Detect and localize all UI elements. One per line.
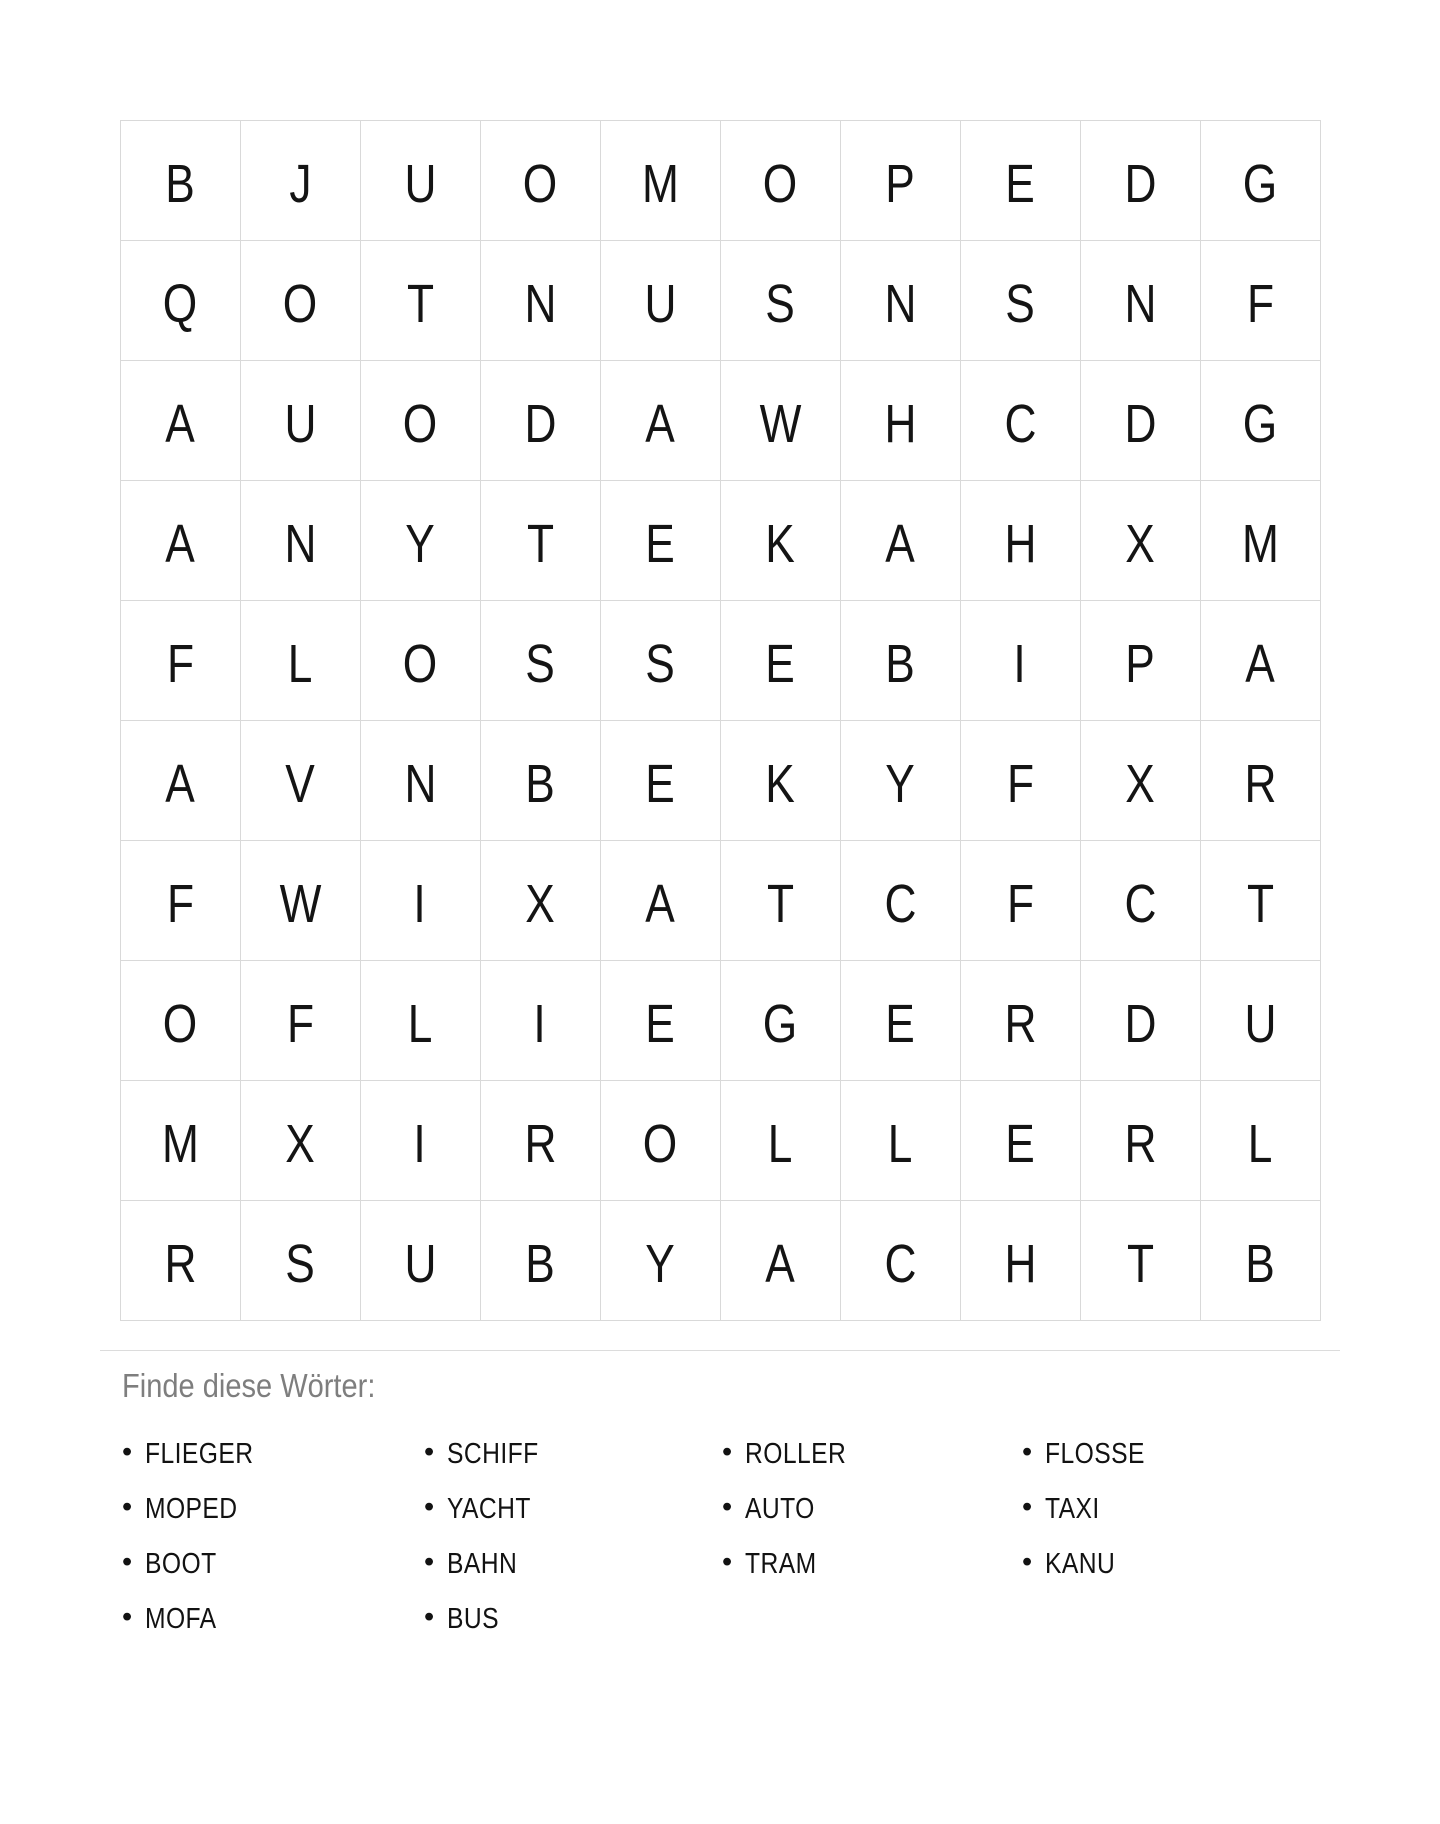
- grid-cell[interactable]: [241, 121, 361, 241]
- grid-cell[interactable]: [121, 721, 241, 841]
- bullet-icon: •: [122, 1546, 133, 1578]
- word-list-column: [722, 1427, 1022, 1647]
- divider-line: [100, 1350, 1340, 1351]
- grid-cell[interactable]: [1201, 121, 1321, 241]
- grid-letter: U: [1244, 993, 1276, 1054]
- grid-letter: E: [645, 513, 675, 574]
- grid-letter: X: [285, 1113, 315, 1174]
- grid-letter: I: [413, 1113, 427, 1174]
- grid-letter: L: [767, 1113, 793, 1174]
- grid-letter: R: [1124, 1113, 1156, 1174]
- grid-cell[interactable]: [721, 241, 841, 361]
- grid-letter: A: [765, 1233, 795, 1294]
- grid-letter: O: [402, 393, 438, 454]
- grid-cell[interactable]: [481, 481, 601, 601]
- grid-cell[interactable]: [1201, 1081, 1321, 1201]
- grid-cell[interactable]: [1081, 721, 1201, 841]
- grid-cell[interactable]: [961, 121, 1081, 241]
- grid-letter: A: [1245, 633, 1275, 694]
- grid-letter: L: [287, 633, 313, 694]
- grid-letter: J: [288, 153, 312, 214]
- grid-letter: O: [522, 153, 558, 214]
- grid-cell[interactable]: [1081, 241, 1201, 361]
- grid-letter: O: [642, 1113, 678, 1174]
- word-list-item: [424, 1592, 722, 1647]
- grid-letter: Y: [405, 513, 435, 574]
- grid-cell[interactable]: [841, 1201, 961, 1321]
- grid-letter: W: [279, 873, 321, 934]
- grid-letter: E: [765, 633, 795, 694]
- grid-letter: H: [884, 393, 916, 454]
- grid-letter: N: [1124, 273, 1156, 334]
- grid-cell[interactable]: [961, 961, 1081, 1081]
- grid-letter: P: [1125, 633, 1155, 694]
- grid-cell[interactable]: [721, 841, 841, 961]
- grid-cell[interactable]: [961, 1081, 1081, 1201]
- grid-letter: L: [407, 993, 433, 1054]
- word-list-item: [424, 1482, 722, 1537]
- bullet-icon: •: [1022, 1436, 1033, 1468]
- grid-cell[interactable]: [481, 841, 601, 961]
- grid-cell[interactable]: [361, 361, 481, 481]
- grid-letter: A: [165, 393, 195, 454]
- grid-cell[interactable]: [1081, 481, 1201, 601]
- grid-letter: R: [164, 1233, 196, 1294]
- grid-cell[interactable]: [361, 481, 481, 601]
- grid-cell[interactable]: [241, 481, 361, 601]
- grid-cell[interactable]: [1081, 841, 1201, 961]
- word-label: KANU: [1045, 1548, 1116, 1580]
- grid-cell[interactable]: [241, 1201, 361, 1321]
- word-label: TAXI: [1045, 1493, 1100, 1525]
- grid-letter: S: [1005, 273, 1035, 334]
- grid-letter: X: [525, 873, 555, 934]
- word-list-item: [722, 1482, 1022, 1537]
- grid-letter: C: [884, 1233, 916, 1294]
- bullet-icon: •: [722, 1491, 733, 1523]
- grid-cell[interactable]: [121, 961, 241, 1081]
- grid-cell[interactable]: [481, 961, 601, 1081]
- grid-cell[interactable]: [361, 961, 481, 1081]
- grid-cell[interactable]: [361, 121, 481, 241]
- grid-cell[interactable]: [1201, 481, 1321, 601]
- grid-cell[interactable]: [481, 361, 601, 481]
- grid-letter: W: [759, 393, 801, 454]
- grid-letter: O: [402, 633, 438, 694]
- grid-letter: D: [1124, 153, 1156, 214]
- grid-cell[interactable]: [721, 1081, 841, 1201]
- grid-letter: G: [1242, 153, 1278, 214]
- grid-cell[interactable]: [361, 241, 481, 361]
- word-label: FLIEGER: [145, 1438, 254, 1470]
- grid-letter: I: [413, 873, 427, 934]
- word-list-heading: [100, 1367, 1340, 1405]
- grid-letter: I: [533, 993, 547, 1054]
- grid-letter: F: [166, 633, 194, 694]
- grid-cell[interactable]: [481, 721, 601, 841]
- word-list-item: [122, 1592, 424, 1647]
- grid-letter: R: [524, 1113, 556, 1174]
- bullet-icon: •: [424, 1546, 435, 1578]
- grid-letter: F: [1006, 753, 1034, 814]
- grid-letter: B: [885, 633, 915, 694]
- grid-letter: B: [525, 1233, 555, 1294]
- grid-letter: X: [1125, 753, 1155, 814]
- grid-cell[interactable]: [1081, 601, 1201, 721]
- grid-cell[interactable]: [1201, 961, 1321, 1081]
- grid-cell[interactable]: [961, 841, 1081, 961]
- bullet-icon: •: [424, 1601, 435, 1633]
- grid-letter: C: [884, 873, 916, 934]
- grid-cell[interactable]: [121, 1201, 241, 1321]
- grid-letter: T: [1246, 873, 1274, 934]
- grid-cell[interactable]: [241, 361, 361, 481]
- grid-letter: N: [284, 513, 316, 574]
- grid-letter: T: [406, 273, 434, 334]
- grid-letter: C: [1124, 873, 1156, 934]
- word-list-heading-text: Finde diese Wörter:: [122, 1367, 376, 1404]
- grid-cell[interactable]: [241, 601, 361, 721]
- grid-cell[interactable]: [841, 961, 961, 1081]
- grid-letter: D: [1124, 393, 1156, 454]
- grid-letter: U: [404, 153, 436, 214]
- grid-cell[interactable]: [961, 481, 1081, 601]
- grid-letter: G: [762, 993, 798, 1054]
- word-label: SCHIFF: [447, 1438, 539, 1470]
- grid-cell[interactable]: [721, 121, 841, 241]
- grid-letter: L: [887, 1113, 913, 1174]
- grid-letter: G: [1242, 393, 1278, 454]
- grid-cell[interactable]: [601, 961, 721, 1081]
- grid-cell[interactable]: [841, 721, 961, 841]
- grid-letter: E: [645, 753, 675, 814]
- grid-letter: N: [884, 273, 916, 334]
- grid-letter: Y: [885, 753, 915, 814]
- bullet-icon: •: [1022, 1491, 1033, 1523]
- grid-cell[interactable]: [601, 481, 721, 601]
- word-list-item: [122, 1427, 424, 1482]
- grid-letter: K: [765, 753, 795, 814]
- grid-cell[interactable]: [481, 241, 601, 361]
- grid-cell[interactable]: [961, 721, 1081, 841]
- grid-cell[interactable]: [1201, 1201, 1321, 1321]
- grid-letter: B: [165, 153, 195, 214]
- word-list-item: [122, 1482, 424, 1537]
- grid-cell[interactable]: [121, 601, 241, 721]
- grid-letter: H: [1004, 1233, 1036, 1294]
- grid-letter: M: [1241, 513, 1279, 574]
- grid-letter: B: [525, 753, 555, 814]
- word-label: BOOT: [145, 1548, 217, 1580]
- grid-letter: O: [162, 993, 198, 1054]
- grid-letter: I: [1013, 633, 1027, 694]
- word-label: YACHT: [447, 1493, 532, 1525]
- grid-cell[interactable]: [601, 721, 721, 841]
- bullet-icon: •: [424, 1436, 435, 1468]
- grid-cell[interactable]: [121, 241, 241, 361]
- grid-cell[interactable]: [961, 361, 1081, 481]
- word-list-item: [722, 1427, 1022, 1482]
- grid-cell[interactable]: [601, 241, 721, 361]
- grid-letter: A: [165, 513, 195, 574]
- grid-letter: M: [641, 153, 679, 214]
- grid-cell[interactable]: [1201, 721, 1321, 841]
- word-list-item: [1022, 1427, 1340, 1482]
- grid-letter: A: [885, 513, 915, 574]
- grid-cell[interactable]: [241, 721, 361, 841]
- grid-cell[interactable]: [601, 1081, 721, 1201]
- bullet-icon: •: [1022, 1546, 1033, 1578]
- grid-cell[interactable]: [1081, 961, 1201, 1081]
- word-label: TRAM: [745, 1548, 817, 1580]
- grid-cell[interactable]: [121, 1081, 241, 1201]
- word-list-item: [722, 1537, 1022, 1592]
- word-search-grid: [120, 120, 1321, 1321]
- grid-cell[interactable]: [721, 721, 841, 841]
- grid-letter: N: [524, 273, 556, 334]
- grid-cell[interactable]: [961, 1201, 1081, 1321]
- grid-letter: S: [525, 633, 555, 694]
- grid-letter: C: [1004, 393, 1036, 454]
- grid-cell[interactable]: [841, 841, 961, 961]
- grid-letter: U: [284, 393, 316, 454]
- grid-letter: T: [1126, 1233, 1154, 1294]
- grid-cell[interactable]: [481, 601, 601, 721]
- grid-letter: V: [285, 753, 315, 814]
- word-label: AUTO: [745, 1493, 815, 1525]
- grid-cell[interactable]: [721, 1201, 841, 1321]
- grid-cell[interactable]: [1081, 121, 1201, 241]
- grid-letter: D: [524, 393, 556, 454]
- grid-cell[interactable]: [121, 361, 241, 481]
- grid-letter: K: [765, 513, 795, 574]
- grid-letter: E: [885, 993, 915, 1054]
- puzzle-page: [100, 0, 1340, 1647]
- grid-cell[interactable]: [601, 121, 721, 241]
- grid-cell[interactable]: [1201, 601, 1321, 721]
- grid-letter: Y: [645, 1233, 675, 1294]
- grid-cell[interactable]: [121, 841, 241, 961]
- word-list-column: [1022, 1427, 1340, 1647]
- word-list-item: [1022, 1482, 1340, 1537]
- grid-cell[interactable]: [241, 841, 361, 961]
- grid-letter: H: [1004, 513, 1036, 574]
- grid-letter: S: [285, 1233, 315, 1294]
- grid-letter: E: [1005, 153, 1035, 214]
- grid-cell[interactable]: [841, 361, 961, 481]
- grid-letter: P: [885, 153, 915, 214]
- grid-cell[interactable]: [1081, 1201, 1201, 1321]
- grid-letter: M: [161, 1113, 199, 1174]
- grid-letter: O: [762, 153, 798, 214]
- grid-cell[interactable]: [361, 1081, 481, 1201]
- grid-letter: U: [404, 1233, 436, 1294]
- grid-letter: A: [645, 873, 675, 934]
- grid-letter: O: [282, 273, 318, 334]
- grid-cell[interactable]: [361, 721, 481, 841]
- bullet-icon: •: [722, 1436, 733, 1468]
- grid-letter: F: [166, 873, 194, 934]
- grid-cell[interactable]: [1201, 241, 1321, 361]
- grid-letter: Q: [162, 273, 198, 334]
- grid-cell[interactable]: [601, 841, 721, 961]
- grid-letter: A: [645, 393, 675, 454]
- grid-cell[interactable]: [241, 241, 361, 361]
- grid-letter: F: [286, 993, 314, 1054]
- word-list-column: [122, 1427, 424, 1647]
- grid-letter: T: [766, 873, 794, 934]
- grid-cell[interactable]: [361, 841, 481, 961]
- grid-letter: D: [1124, 993, 1156, 1054]
- word-list-item: [424, 1537, 722, 1592]
- grid-letter: U: [644, 273, 676, 334]
- grid-letter: S: [765, 273, 795, 334]
- grid-cell[interactable]: [361, 601, 481, 721]
- grid-cell[interactable]: [601, 1201, 721, 1321]
- grid-cell[interactable]: [481, 1081, 601, 1201]
- grid-letter: X: [1125, 513, 1155, 574]
- grid-cell[interactable]: [841, 601, 961, 721]
- word-label: MOFA: [145, 1603, 217, 1635]
- grid-letter: S: [645, 633, 675, 694]
- grid-cell[interactable]: [121, 121, 241, 241]
- grid-cell[interactable]: [841, 1081, 961, 1201]
- grid-cell[interactable]: [1201, 361, 1321, 481]
- bullet-icon: •: [122, 1491, 133, 1523]
- grid-cell[interactable]: [601, 361, 721, 481]
- word-list-column: [424, 1427, 722, 1647]
- bullet-icon: •: [424, 1491, 435, 1523]
- grid-cell[interactable]: [241, 961, 361, 1081]
- grid-letter: F: [1246, 273, 1274, 334]
- bullet-icon: •: [122, 1601, 133, 1633]
- grid-cell[interactable]: [1201, 841, 1321, 961]
- grid-cell[interactable]: [601, 601, 721, 721]
- bullet-icon: •: [122, 1436, 133, 1468]
- grid-letter: F: [1006, 873, 1034, 934]
- grid-cell[interactable]: [121, 481, 241, 601]
- grid-letter: B: [1245, 1233, 1275, 1294]
- word-list-item: [1022, 1537, 1340, 1592]
- word-list: [100, 1427, 1340, 1647]
- grid-cell[interactable]: [1081, 1081, 1201, 1201]
- grid-cell[interactable]: [961, 241, 1081, 361]
- word-label: ROLLER: [745, 1438, 847, 1470]
- bullet-icon: •: [722, 1546, 733, 1578]
- grid-cell[interactable]: [721, 961, 841, 1081]
- grid-cell[interactable]: [961, 601, 1081, 721]
- grid-cell[interactable]: [841, 481, 961, 601]
- grid-cell[interactable]: [721, 361, 841, 481]
- grid-letter: T: [526, 513, 554, 574]
- grid-cell[interactable]: [241, 1081, 361, 1201]
- grid-cell[interactable]: [481, 1201, 601, 1321]
- grid-cell[interactable]: [721, 601, 841, 721]
- grid-cell[interactable]: [1081, 361, 1201, 481]
- grid-letter: E: [1005, 1113, 1035, 1174]
- grid-letter: A: [165, 753, 195, 814]
- word-label: BAHN: [447, 1548, 518, 1580]
- grid-letter: R: [1244, 753, 1276, 814]
- grid-cell[interactable]: [361, 1201, 481, 1321]
- grid-letter: R: [1004, 993, 1036, 1054]
- grid-letter: E: [645, 993, 675, 1054]
- word-list-item: [122, 1537, 424, 1592]
- grid-letter: L: [1247, 1113, 1273, 1174]
- grid-letter: N: [404, 753, 436, 814]
- word-label: MOPED: [145, 1493, 238, 1525]
- word-label: BUS: [447, 1603, 500, 1635]
- grid-cell[interactable]: [841, 121, 961, 241]
- grid-cell[interactable]: [721, 481, 841, 601]
- word-list-item: [424, 1427, 722, 1482]
- grid-cell[interactable]: [841, 241, 961, 361]
- grid-cell[interactable]: [481, 121, 601, 241]
- word-label: FLOSSE: [1045, 1438, 1145, 1470]
